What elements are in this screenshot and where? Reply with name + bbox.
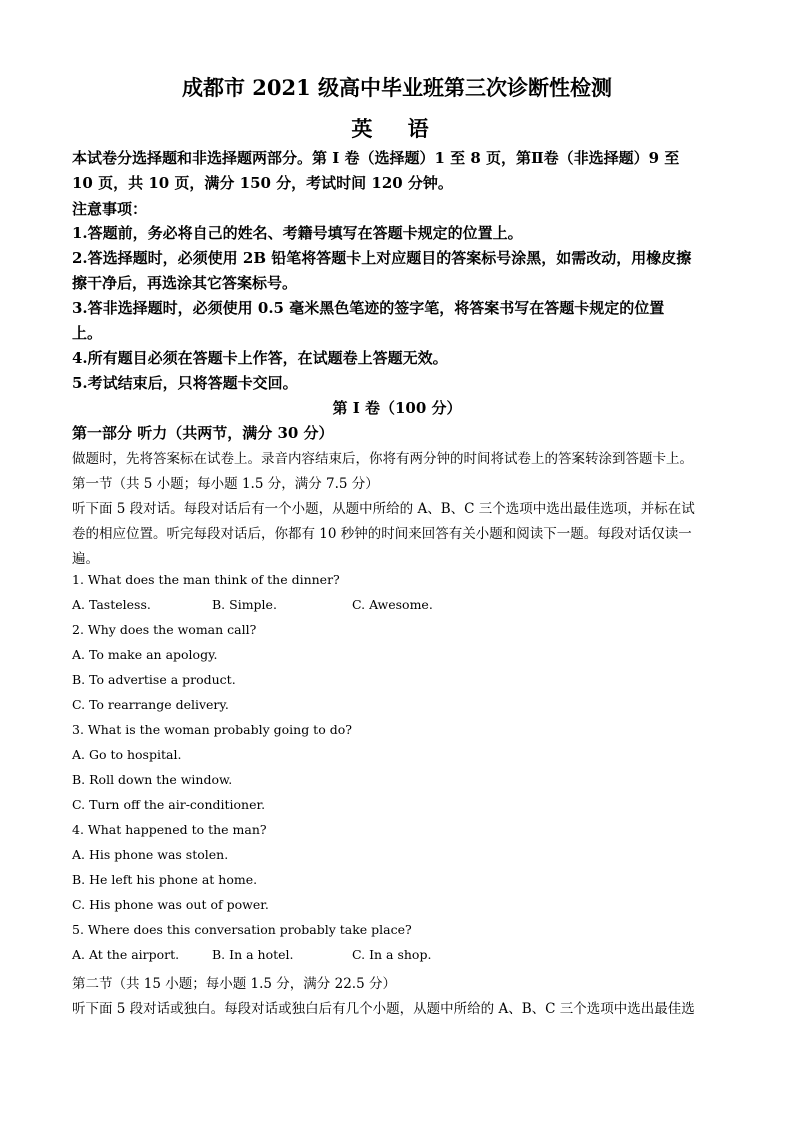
option-b: B. He left his phone at home.: [72, 872, 258, 887]
intro-line: 本试卷分选择题和非选择题两部分。第 I 卷（选择题）1 至 8 页，第Ⅱ卷（非选择题）9 至: [72, 149, 680, 167]
instruction-text: 做题时，先将答案标在试卷上。录音内容结束后，你将有两分钟的时间将试卷上的答案转涂到答题卡上。: [72, 451, 693, 467]
notice-line: 1.答题前，务必将自己的姓名、考籍号填写在答题卡规定的位置上。: [72, 224, 523, 242]
exam-title: 成都市 2021 级高中毕业班第三次诊断性检测: [181, 75, 613, 100]
notice-line: 3.答非选择题时，必须使用 0.5 毫米黑色笔迹的签字笔，将答案书写在答题卡规定的位置: [72, 299, 665, 317]
option-b: B. Roll down the window.: [72, 772, 233, 787]
question-text: 1. What does the man think of the dinner?: [72, 572, 340, 587]
notice-line: 上。: [72, 324, 103, 342]
part-heading: 第一部分 听力（共两节，满分 30 分）: [72, 424, 334, 442]
question-text: 2. Why does the woman call?: [72, 622, 257, 637]
option-a: A. Tasteless.: [72, 597, 151, 612]
section-heading: 第二节（共 15 小题；每小题 1.5 分，满分 22.5 分）: [72, 976, 396, 992]
option-c: C. In a shop.: [352, 947, 432, 962]
directions-line: 听下面 5 段对话或独白。每段对话或独白后有几个小题，从题中所给的 A、B、C 三个选项中选出最佳选: [72, 1001, 695, 1017]
volume-heading: 第 I 卷（100 分）: [332, 399, 462, 417]
subject-title: 英 语: [351, 116, 443, 141]
notice-line: 2.答选择题时，必须使用 2B 铅笔将答题卡上对应题目的答案标号涂黑，如需改动，用橡皮擦: [72, 249, 692, 267]
option-a: A. At the airport.: [72, 947, 180, 962]
notice-line: 5.考试结束后，只将答题卡交回。: [72, 374, 298, 392]
directions-line: 遍。: [72, 551, 99, 567]
option-b: B. In a hotel.: [212, 947, 294, 962]
intro-line: 10 页，共 10 页，满分 150 分，考试时间 120 分钟。: [72, 174, 453, 192]
option-b: B. Simple.: [212, 597, 277, 612]
option-b: B. To advertise a product.: [72, 672, 236, 687]
question-text: 3. What is the woman probably going to do?: [72, 722, 352, 737]
notice-heading: 注意事项：: [72, 200, 148, 218]
option-c: C. Turn off the air-conditioner.: [72, 797, 266, 812]
question-text: 5. Where does this conversation probably take place?: [72, 922, 412, 937]
option-c: C. Awesome.: [352, 597, 433, 612]
option-a: A. His phone was stolen.: [72, 847, 229, 862]
directions-line: 听下面 5 段对话。每段对话后有一个小题，从题中所给的 A、B、C 三个选项中选出最佳选项，并标在试: [72, 501, 695, 517]
notice-line: 4.所有题目必须在答题卡上作答，在试题卷上答题无效。: [72, 349, 448, 367]
option-a: A. Go to hospital.: [72, 747, 182, 762]
directions-line: 卷的相应位置。听完每段对话后，你都有 10 秒钟的时间来回答有关小题和阅读下一题。每段对话仅读一: [72, 526, 692, 542]
notice-line: 擦干净后，再选涂其它答案标号。: [72, 274, 298, 292]
option-c: C. To rearrange delivery.: [72, 697, 229, 712]
question-text: 4. What happened to the man?: [72, 822, 267, 837]
option-c: C. His phone was out of power.: [72, 897, 269, 912]
section-heading: 第一节（共 5 小题；每小题 1.5 分，满分 7.5 分）: [72, 476, 379, 492]
option-a: A. To make an apology.: [72, 647, 218, 662]
